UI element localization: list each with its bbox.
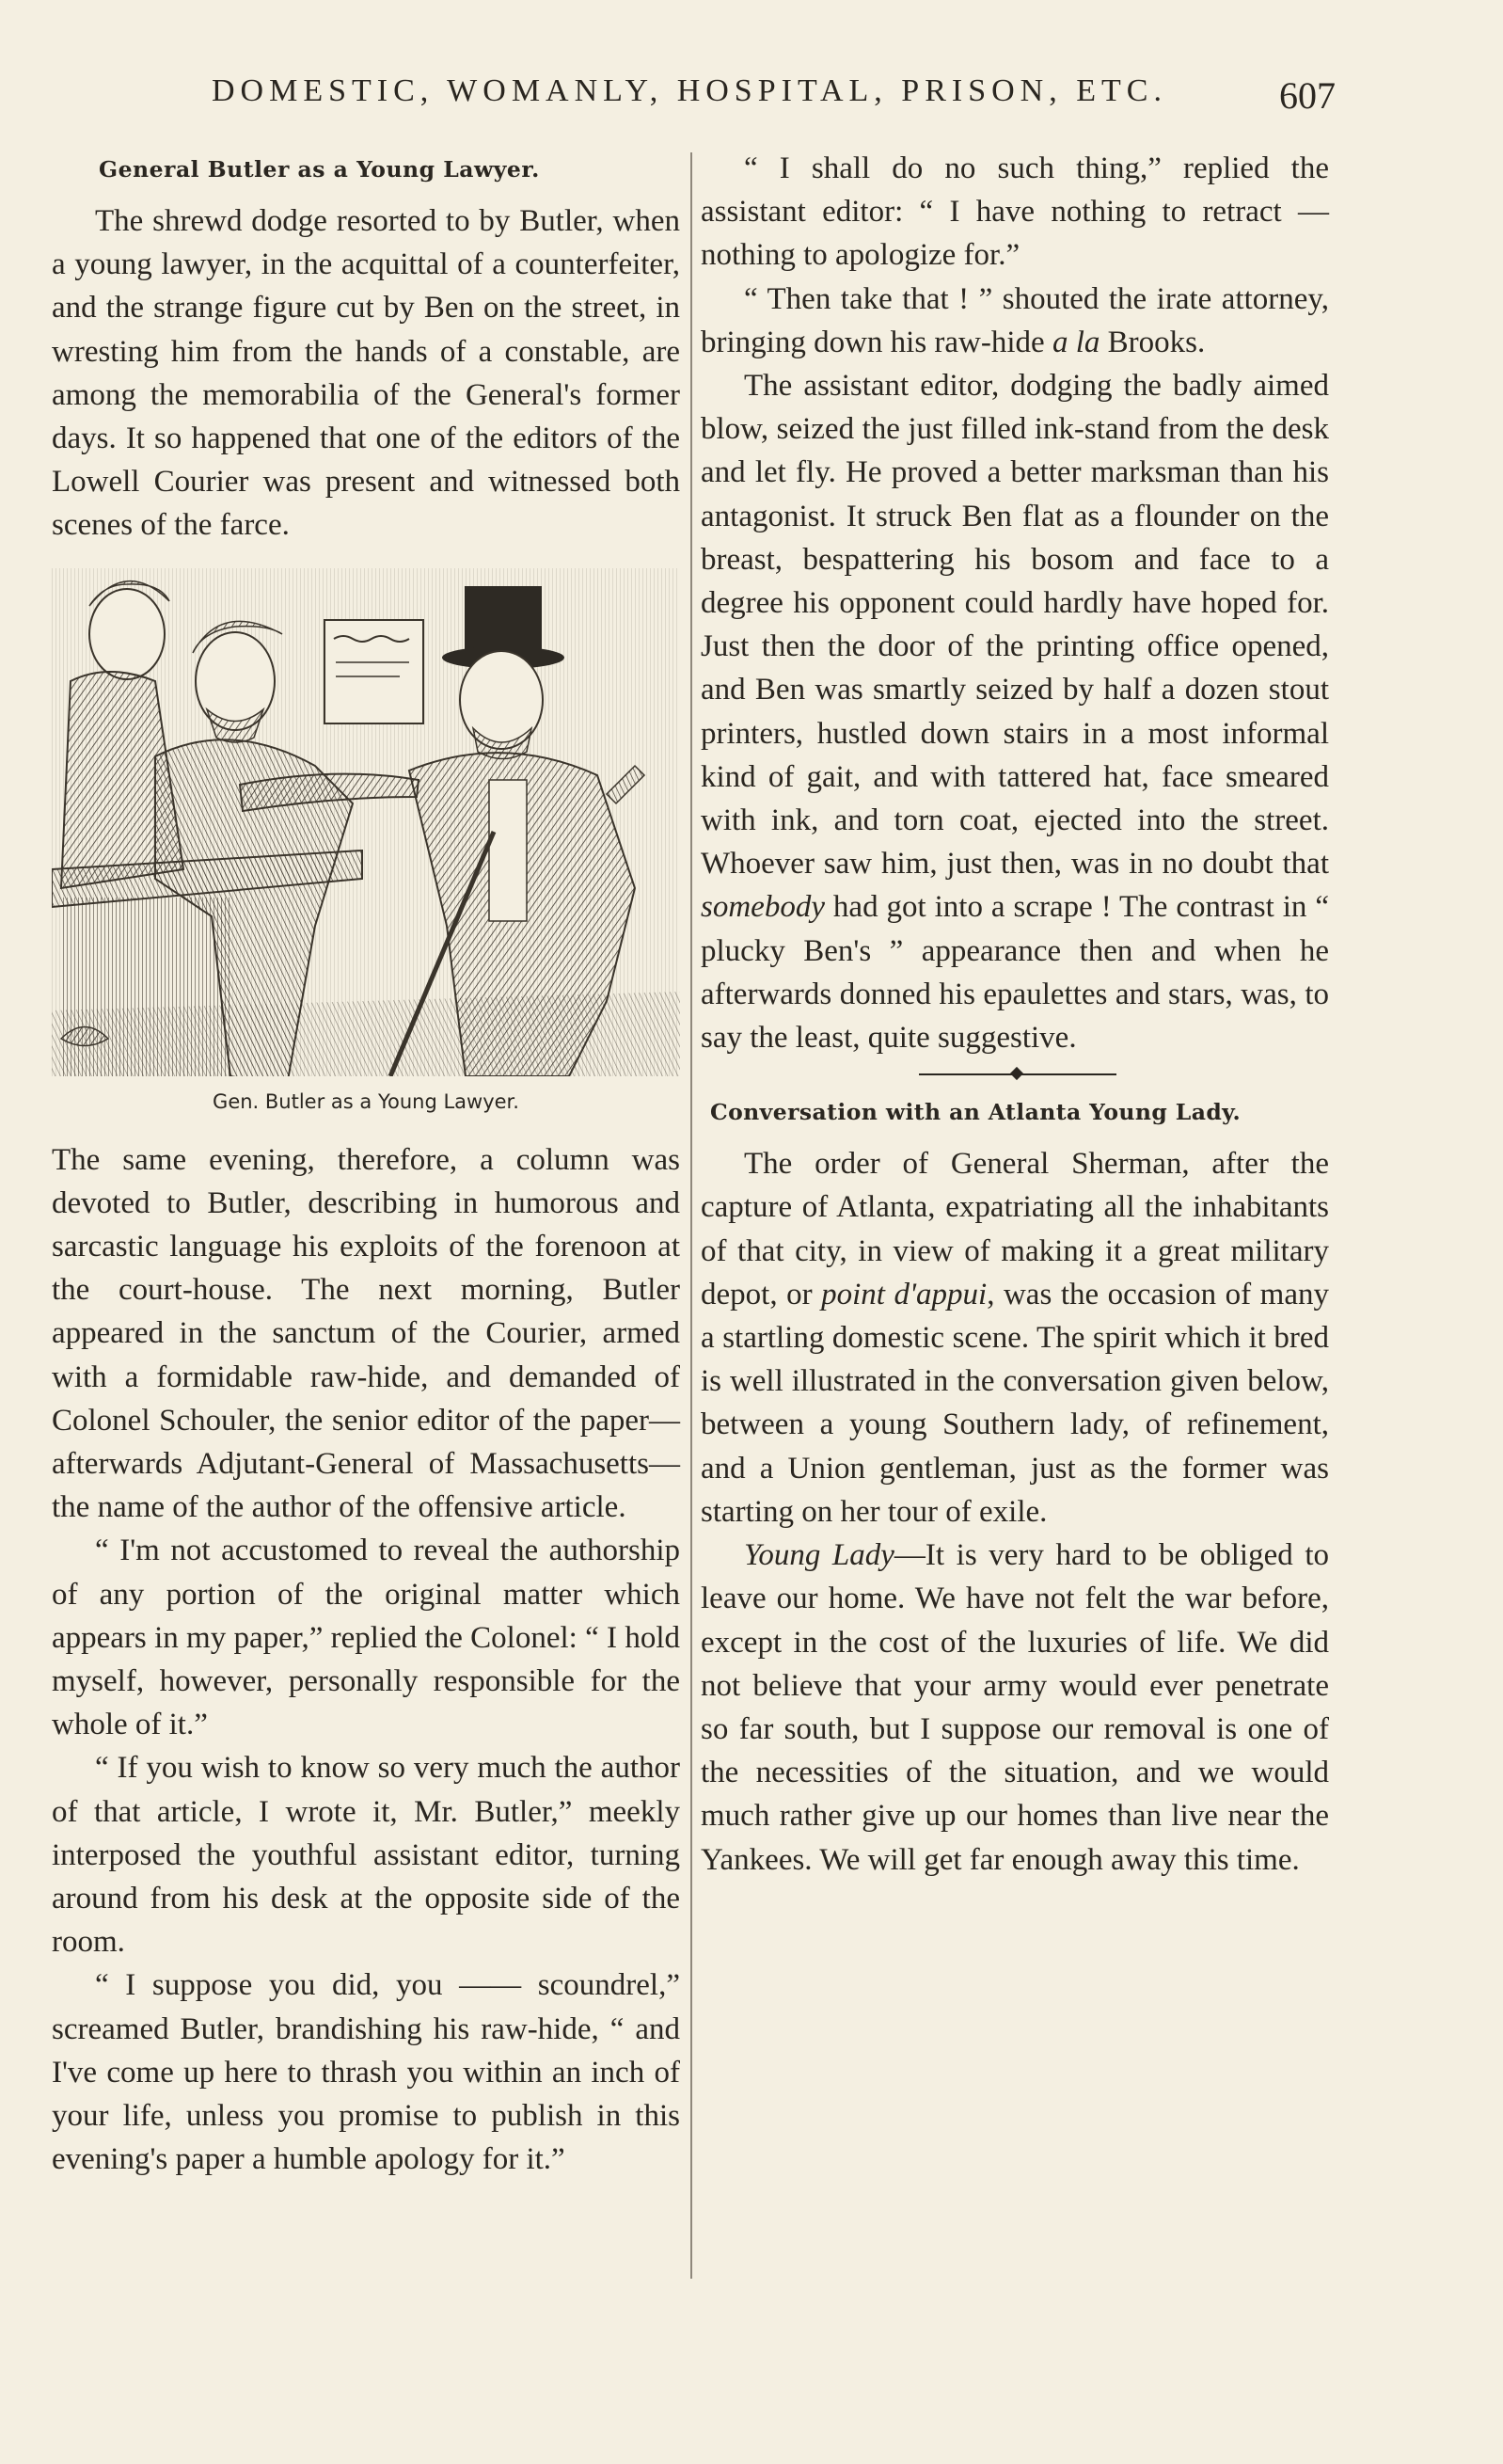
- paragraph: The same evening, therefore, a column was devoted to Butler, describing in humorous and sarcastic language his exploits of the forenoon at the court-house. The next morning, Butler appeared in the sanctum of the Courier, armed with a formidable raw-hide, and demanded of Colonel Schouler, the senior editor of the paper—afterwards Adjutant-General of Massachusetts—the name of the author of the offensive article.: [52, 1142, 680, 1525]
- paragraph: “ I suppose you did, you —— scoundrel,” screamed Butler, brandishing his raw-hide, “ and I've come up here to thrash you within an inch of your life, unless you promise to publish in this evening's paper a humble apology for it.”: [52, 1968, 680, 2177]
- paragraph: “ I'm not accustomed to reveal the authorship of any portion of the original matter which appears in my paper,” replied the Colonel: “ I hold myself, however, personally responsible for the whole of it.”: [52, 1534, 680, 1742]
- paragraph: “ If you wish to know so very much the author of that article, I wrote it, Mr. Butler,” meekly interposed the youthful assistant editor, turning around from his desk at the opposite side of the room.: [52, 1751, 680, 1960]
- text-run: , was the occasion of many a startling domestic scene. The spirit which it bred is well illustrated in the conversation given below, between a young Southern lady, of refinement, and a Union gentleman, just as the former was starting on her tour of exile.: [701, 1277, 1329, 1529]
- divider-diamond: [1010, 1067, 1023, 1080]
- engraving-drawing: [52, 568, 680, 1076]
- page-header: [212, 73, 1336, 130]
- paragraph: [701, 1142, 1329, 1534]
- paragraph: The shrewd dodge resorted to by Butler, when a young lawyer, in the acquittal of a counterfeiter, and the strange figure cut by Ben on the street, in wresting him from the hands of a constable, are among the memorabilia of the General's former days. It so happened that one of the editors of the Lowell Courier was present and witnessed both scenes of the farce.: [52, 204, 680, 543]
- paragraph: [701, 1534, 1329, 1882]
- running-head: DOMESTIC, WOMANLY, HOSPITAL, PRISON, ETC.: [212, 73, 1167, 108]
- italic-word: somebody: [701, 890, 825, 925]
- text-run: The order of General Sherman, after the capture of Atlanta, expatriating all the inhabitants of that city, in view of making it a great military depot, or: [701, 1147, 1329, 1311]
- italic-phrase: a la: [1052, 325, 1100, 359]
- column-divider-rule: [690, 152, 692, 2279]
- speaker-label: Young Lady: [744, 1538, 894, 1573]
- section-heading-butler: General Butler as a Young Lawyer.: [99, 156, 540, 183]
- italic-phrase: point d'appui: [821, 1277, 988, 1311]
- paragraph: [701, 364, 1329, 1059]
- paragraph: “ I shall do no such thing,” replied the assistant editor: “ I have nothing to retract —nothing to apologize for.”: [701, 151, 1329, 273]
- text-run: The assistant editor, dodging the badly aimed blow, seized the just filled ink-stand from the desk and let fly. He proved a better marksman than his antagonist. It struck Ben flat as a flounder on the breast, bespattering his bosom and face to a degree his opponent could hardly have hoped for. Just then the door of the printing office opened, and Ben was smartly seized by half a dozen stout printers, hustled down stairs in a most informal kind of gait, and with tattered hat, face smeared with ink, and torn coat, ejected into the street. Whoever saw him, just then, was in no doubt that: [701, 369, 1329, 882]
- text-run: Brooks.: [1100, 325, 1206, 359]
- text-run: “ Then take that ! ” shouted the irate attorney, bringing down his raw-hide: [701, 281, 1329, 359]
- left-column: [52, 151, 680, 2182]
- section-divider-ornament: [701, 1063, 1329, 1086]
- text-run: —It is very hard to be obliged to leave our home. We have not felt the war before, except in the cost of the luxuries of life. We did not believe that your army would ever penetrate so far south, but I suppose our removal is one of the necessities of the situation, and we would much rather give up our homes than live near the Yankees. We will get far enough away this time.: [701, 1538, 1329, 1877]
- page-number: 607: [1279, 74, 1336, 117]
- paragraph: [701, 278, 1329, 364]
- text-run: had got into a scrape ! The contrast in “ plucky Ben's ” appearance then and when he afterwards donned his epaulettes and stars, was, to say the least, quite suggestive.: [701, 890, 1329, 1056]
- section-heading-atlanta: Conversation with an Atlanta Young Lady.: [710, 1099, 1242, 1126]
- right-column: [701, 147, 1329, 1882]
- engraving-illustration: [52, 568, 680, 1118]
- illustration-caption: Gen. Butler as a Young Lawyer.: [213, 1089, 519, 1113]
